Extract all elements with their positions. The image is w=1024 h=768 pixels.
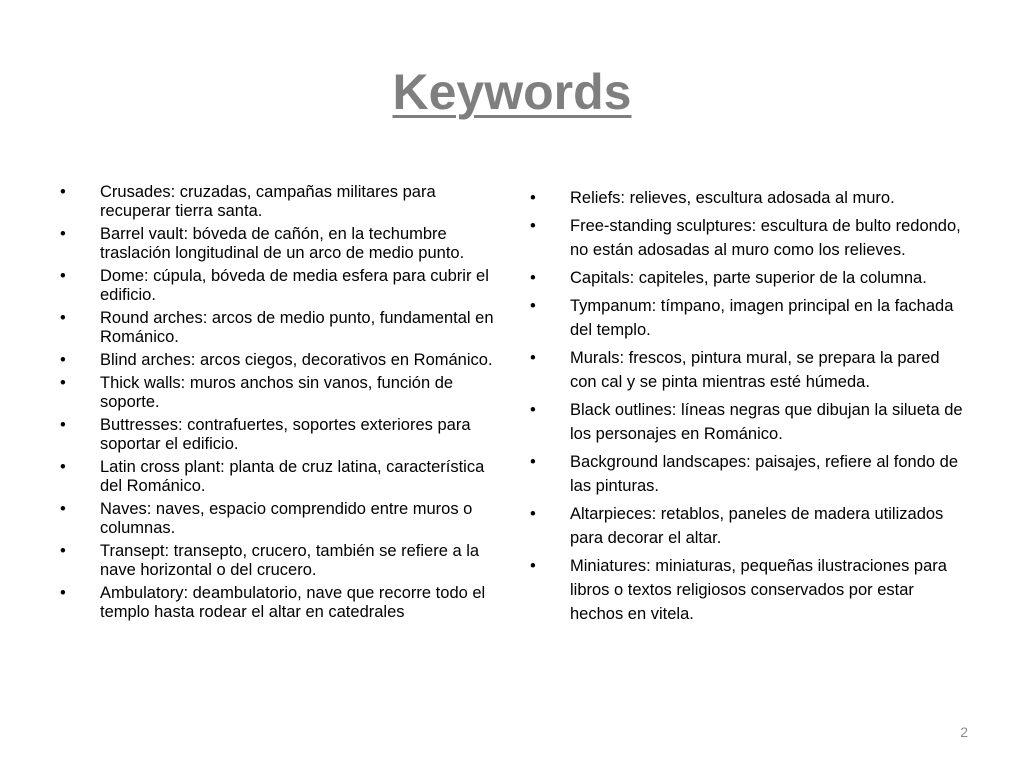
bullet-icon: • <box>530 453 536 471</box>
keyword-text: Barrel vault: bóveda de cañón, en la techumbre traslación longitudinal de un arco de medio punto. <box>100 225 465 262</box>
keyword-text: Latin cross plant: planta de cruz latina, característica del Románico. <box>100 458 485 495</box>
keyword-item <box>530 186 970 210</box>
keyword-item <box>60 584 500 622</box>
keyword-item <box>60 542 500 580</box>
keyword-item <box>530 398 970 446</box>
bullet-icon: • <box>60 542 66 560</box>
keyword-text: Crusades: cruzadas, campañas militares para recuperar tierra santa. <box>100 183 436 220</box>
bullet-icon: • <box>60 351 66 369</box>
keyword-text: Blind arches: arcos ciegos, decorativos en Románico. <box>100 351 493 369</box>
keyword-item <box>60 374 500 412</box>
keyword-text: Black outlines: líneas negras que dibujan la silueta de los personajes en Románico. <box>570 401 963 443</box>
keyword-text: Reliefs: relieves, escultura adosada al muro. <box>570 189 895 207</box>
bullet-icon: • <box>530 217 536 235</box>
keyword-item <box>60 351 500 370</box>
bullet-icon: • <box>60 374 66 392</box>
keyword-item <box>530 266 970 290</box>
bullet-icon: • <box>530 269 536 287</box>
keyword-text: Tympanum: tímpano, imagen principal en la fachada del templo. <box>570 297 954 339</box>
keyword-item <box>530 554 970 626</box>
keyword-item <box>60 309 500 347</box>
keyword-item <box>60 267 500 305</box>
bullet-icon: • <box>530 349 536 367</box>
left-keyword-list <box>60 183 500 626</box>
bullet-icon: • <box>60 267 66 285</box>
keyword-item <box>60 500 500 538</box>
bullet-icon: • <box>60 183 66 201</box>
keyword-item <box>530 294 970 342</box>
bullet-icon: • <box>530 297 536 315</box>
bullet-icon: • <box>530 189 536 207</box>
keyword-item <box>60 458 500 496</box>
keyword-text: Dome: cúpula, bóveda de media esfera para cubrir el edificio. <box>100 267 489 304</box>
bullet-icon: • <box>60 225 66 243</box>
keyword-text: Capitals: capiteles, parte superior de la columna. <box>570 269 927 287</box>
bullet-icon: • <box>60 416 66 434</box>
bullet-icon: • <box>60 458 66 476</box>
keyword-text: Ambulatory: deambulatorio, nave que recorre todo el templo hasta rodear el altar en catedrales <box>100 584 486 621</box>
keyword-text: Naves: naves, espacio comprendido entre muros o columnas. <box>100 500 473 537</box>
keyword-item <box>60 416 500 454</box>
right-keyword-list <box>530 186 970 630</box>
keyword-item <box>60 225 500 263</box>
page-number: 2 <box>960 724 968 740</box>
keyword-text: Round arches: arcos de medio punto, fundamental en Románico. <box>100 309 494 346</box>
keyword-text: Buttresses: contrafuertes, soportes exteriores para soportar el edificio. <box>100 416 471 453</box>
keyword-text: Thick walls: muros anchos sin vanos, función de soporte. <box>100 374 454 411</box>
keyword-text: Altarpieces: retablos, paneles de madera utilizados para decorar el altar. <box>570 505 944 547</box>
keyword-item <box>530 450 970 498</box>
keyword-text: Transept: transepto, crucero, también se refiere a la nave horizontal o del crucero. <box>100 542 480 579</box>
bullet-icon: • <box>530 557 536 575</box>
bullet-icon: • <box>530 505 536 523</box>
bullet-icon: • <box>530 401 536 419</box>
keyword-text: Free-standing sculptures: escultura de bulto redondo, no están adosadas al muro como los relieves. <box>570 217 961 259</box>
keyword-text: Murals: frescos, pintura mural, se prepara la pared con cal y se pinta mientras esté húmeda. <box>570 349 940 391</box>
bullet-icon: • <box>60 584 66 602</box>
keyword-item <box>530 214 970 262</box>
keyword-text: Background landscapes: paisajes, refiere al fondo de las pinturas. <box>570 453 958 495</box>
slide-title: Keywords <box>392 64 632 120</box>
keyword-item <box>60 183 500 221</box>
bullet-icon: • <box>60 500 66 518</box>
keyword-item <box>530 346 970 394</box>
keyword-text: Miniatures: miniaturas, pequeñas ilustraciones para libros o textos religiosos conservados por estar hechos en vitela. <box>570 557 947 623</box>
bullet-icon: • <box>60 309 66 327</box>
keyword-item <box>530 502 970 550</box>
